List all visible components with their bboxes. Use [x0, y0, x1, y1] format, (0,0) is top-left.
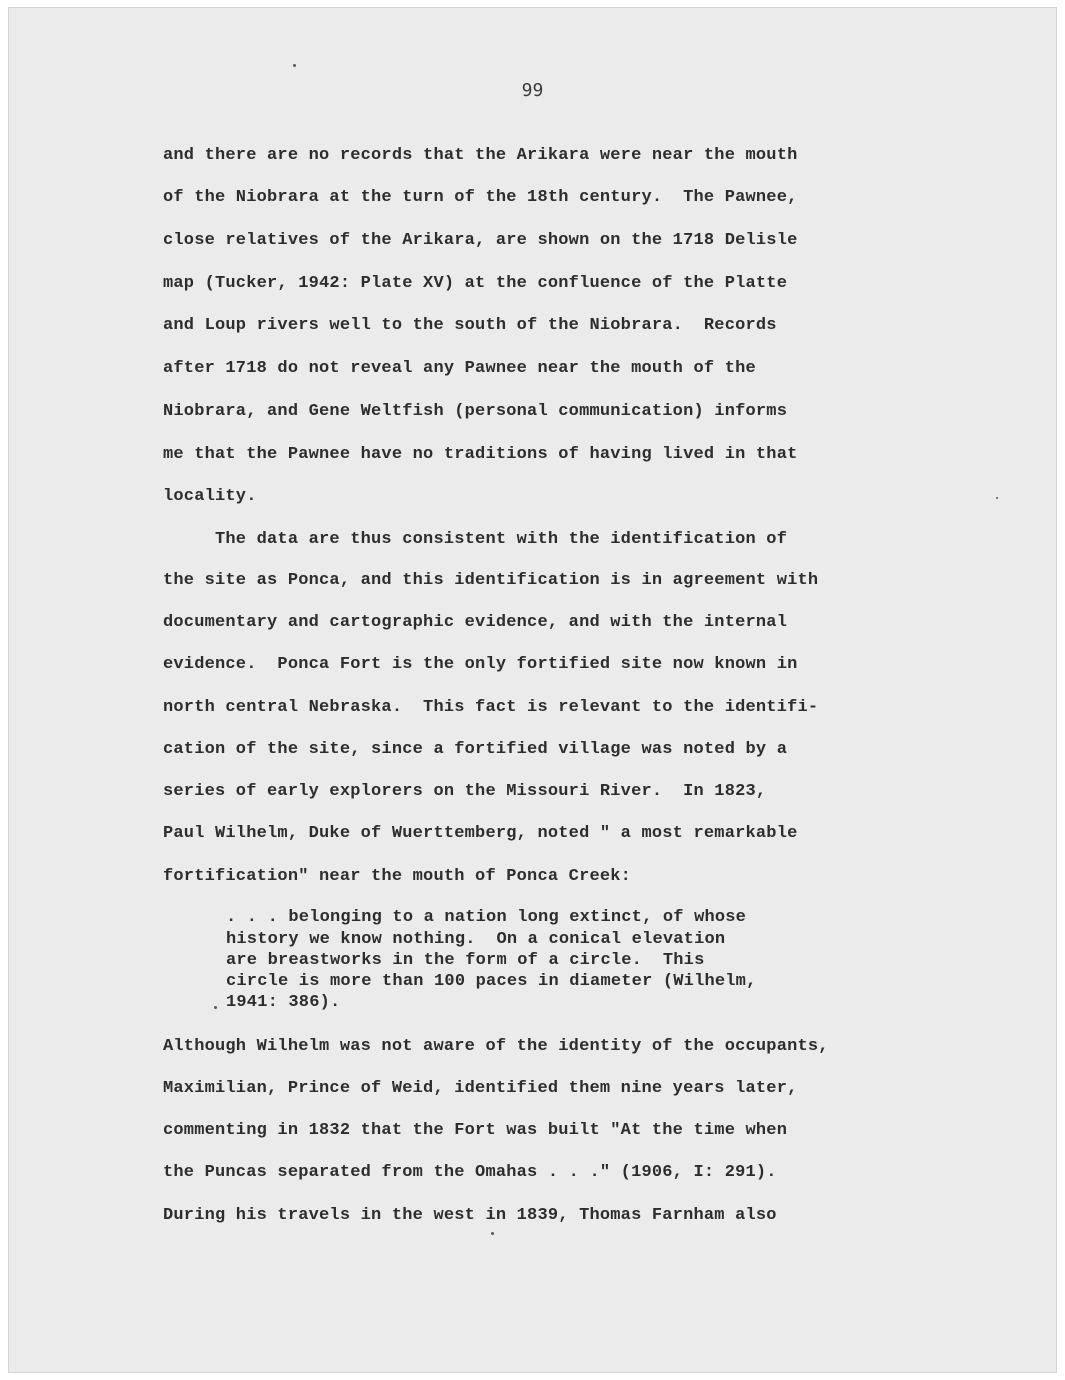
text-line: documentary and cartographic evidence, and with the internal — [163, 613, 788, 632]
text-line: cation of the site, since a fortified village was noted by a — [163, 740, 788, 759]
block-quote-line: history we know nothing. On a conical elevation — [226, 930, 726, 949]
text-line: Paul Wilhelm, Duke of Wuerttemberg, noted " a most remarkable — [163, 824, 798, 843]
text-line: close relatives of the Arikara, are shown on the 1718 Delisle — [163, 231, 798, 250]
text-line: map (Tucker, 1942: Plate XV) at the confluence of the Platte — [163, 274, 788, 293]
block-quote-line: circle is more than 100 paces in diameter (Wilhelm, — [226, 972, 757, 991]
text-line: evidence. Ponca Fort is the only fortified site now known in — [163, 655, 798, 674]
text-line: fortification" near the mouth of Ponca Creek: — [163, 867, 632, 886]
text-line: During his travels in the west in 1839, Thomas Farnham also — [163, 1206, 777, 1225]
text-line: after 1718 do not reveal any Pawnee near the mouth of the — [163, 359, 756, 378]
scan-speck — [491, 1232, 494, 1235]
scan-speck — [214, 1006, 217, 1009]
scan-speck — [996, 497, 998, 499]
scan-speck — [293, 64, 296, 67]
text-line: the Puncas separated from the Omahas . . ." (1906, I: 291). — [163, 1163, 777, 1182]
text-line: me that the Pawnee have no traditions of having lived in that — [163, 445, 798, 464]
text-line: of the Niobrara at the turn of the 18th century. The Pawnee, — [163, 188, 798, 207]
text-line: and there are no records that the Arikara were near the mouth — [163, 146, 798, 165]
text-line: series of early explorers on the Missouri River. In 1823, — [163, 782, 767, 801]
text-line: and Loup rivers well to the south of the Niobrara. Records — [163, 316, 777, 335]
page-number: 99 — [521, 80, 544, 101]
text-line: north central Nebraska. This fact is relevant to the identifi- — [163, 698, 819, 717]
text-line: Maximilian, Prince of Weid, identified them nine years later, — [163, 1079, 798, 1098]
block-quote-line: are breastworks in the form of a circle. This — [226, 951, 705, 970]
text-line: Niobrara, and Gene Weltfish (personal communication) informs — [163, 402, 788, 421]
text-line: Although Wilhelm was not aware of the identity of the occupants, — [163, 1037, 829, 1056]
text-line: The data are thus consistent with the identification of — [163, 530, 788, 549]
block-quote-line: 1941: 386). — [226, 993, 341, 1012]
text-line: the site as Ponca, and this identification is in agreement with — [163, 571, 819, 590]
block-quote-line: . . . belonging to a nation long extinct, of whose — [226, 908, 747, 927]
text-line: commenting in 1832 that the Fort was built "At the time when — [163, 1121, 788, 1140]
text-line: locality. — [163, 487, 257, 506]
